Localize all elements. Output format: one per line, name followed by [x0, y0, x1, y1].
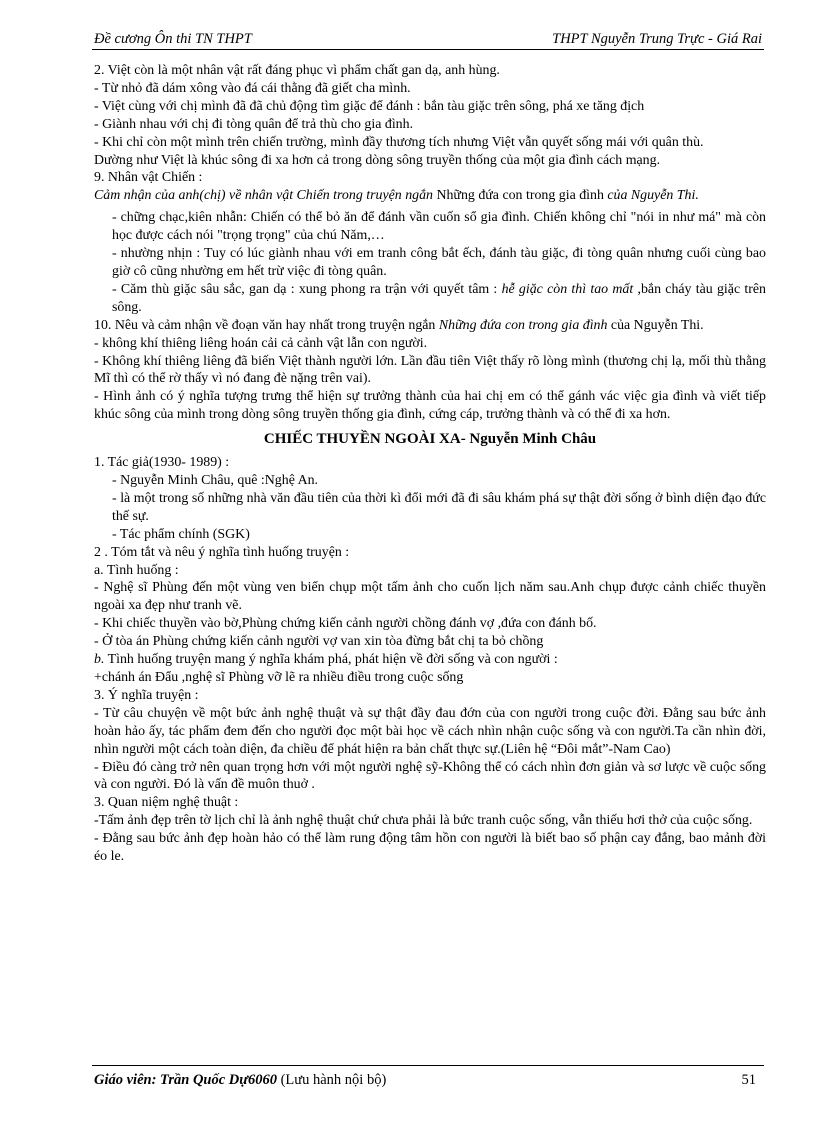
question-italic: Cảm nhận của anh(chị) về nhân vật Chiến trong truyện ngắn [94, 188, 433, 204]
subheading-letter: b. [94, 652, 105, 668]
paragraph: - Nguyễn Minh Châu, quê :Nghệ An. [112, 473, 319, 489]
paragraph: - Ở tòa án Phùng chứng kiến cảnh người vợ van xin tòa đừng bắt chị ta bỏ chồng [94, 634, 544, 650]
paragraph: - Khi chiếc thuyền vào bờ,Phùng chứng kiến cảnh người chồng đánh vợ ,đứa con đánh bố. [94, 616, 597, 632]
paragraph: - Nghệ sĩ Phùng đến một vùng ven biển chụp một tấm ảnh cho cuốn lịch năm sau.Anh chụp được cảnh chiếc thuyền ngoài xa đẹp như tranh vẽ. [94, 580, 766, 614]
paragraph: - Giành nhau với chị đi tòng quân để trả thù cho gia đình. [94, 116, 414, 132]
paragraph [94, 281, 766, 317]
document-body [94, 62, 766, 866]
section-heading [94, 317, 766, 335]
section-heading: 3. Quan niệm nghệ thuật : [94, 795, 239, 811]
paragraph: - Từ câu chuyện về một bức ảnh nghệ thuật và sự thật đầy đau đớn của con người trong cuộc đời. Đằng sau bức ảnh hoàn hảo ấy, tác phẩm đem đến cho người đọc một bài học về cách nhìn nhận cuộc sống và con người.Ta cần nhìn đời, nhìn người một cách toàn diện, đa chiều để phát hiện ra bản chất thực sự.(Liên hệ “Đôi mắt”-Nam Cao) [94, 705, 766, 757]
header-left: Đề cương Ôn thi TN THPT [94, 31, 252, 47]
paragraph: - Đằng sau bức ảnh đẹp hoàn hảo có thể làm rung động tâm hồn con người là biết bao số phận cay đắng, bao mảnh đời éo le. [94, 831, 766, 865]
subheading: a. Tình huống : [94, 562, 179, 578]
paragraph: +chánh án Đẩu ,nghệ sĩ Phùng vỡ lẽ ra nhiều điều trong cuộc sống [94, 670, 464, 685]
text: Tình huống truyện mang ý nghĩa khám phá, phát hiện về đời sống và con người : [104, 652, 558, 668]
paragraph: - Không khí thiêng liêng đã biến Việt thành người lớn. Lần đầu tiên Việt thấy rõ lòng mình (thương chị lạ, mối thù thằng Mĩ thì có thể rờ thấy vì nó đang đè nặng trên vai). [94, 353, 766, 387]
header-right: THPT Nguyễn Trung Trực - Giá Rai [552, 31, 762, 47]
paragraph: - Tác phẩm chính (SGK) [112, 526, 250, 542]
paragraph: 2. Việt còn là một nhân vật rất đáng phục vì phẩm chất gan dạ, anh hùng. [94, 63, 500, 78]
quote: hễ giặc còn thì tao mất [501, 281, 634, 297]
subheading [94, 651, 766, 669]
question-text: Những đứa con trong gia đình [432, 188, 608, 204]
work-title: Những đứa con trong gia đình [438, 317, 608, 333]
paragraph: - nhường nhịn : Tuy có lúc giành nhau với em tranh công bắt ếch, đánh tàu giặc, đi tòng quân nhưng cuối cùng bao giờ cô cũng nhường em hết trừ việc đi tòng quân. [112, 246, 766, 279]
text: ,bắn cháy tàu giặc trên sông. [112, 281, 766, 315]
page-number: 51 [741, 1072, 756, 1088]
distribution-note: (Lưu hành nội bộ) [276, 1072, 387, 1088]
paragraph: - Từ nhỏ đã dám xông vào đá cái thằng đã giết cha mình. [94, 80, 411, 96]
footer-left [94, 1072, 386, 1089]
question-italic-author: của Nguyễn Thi. [607, 188, 699, 204]
section-heading: 9. Nhân vật Chiến : [94, 170, 203, 186]
section-heading: 3. Ý nghĩa truyện : [94, 687, 199, 703]
paragraph: - không khí thiêng liêng hoán cải cả cảnh vật lẫn con người. [94, 335, 428, 351]
paragraph: - Điều đó càng trở nên quan trọng hơn với một người nghệ sỹ-Không thể có cách nhìn đơn giản và sơ lược về cuộc sống và con người. Đó là vấn đề muôn thuở . [94, 759, 766, 793]
paragraph: - Việt cùng với chị mình đã đã chủ động tìm giặc để đánh : bắn tàu giặc trên sông, phá xe tăng địch [94, 98, 645, 114]
chapter-title: CHIẾC THUYỀN NGOÀI XA- Nguyễn Minh Châu [263, 431, 597, 448]
section-heading: 1. Tác giả(1930- 1989) : [94, 455, 230, 471]
text: của Nguyễn Thi. [607, 317, 704, 333]
section-heading: 2 . Tóm tắt và nêu ý nghĩa tình huống truyện : [94, 544, 350, 560]
text: - Căm thù giặc sâu sắc, gan dạ : xung phong ra trận với quyết tâm : [112, 281, 502, 297]
page-header [92, 29, 764, 50]
page-footer [92, 1065, 764, 1090]
paragraph: - chững chạc,kiên nhẫn: Chiến có thể bỏ ăn để đánh vần cuốn sổ gia đình. Chiến không chỉ "nói in như má" mà còn học được cách nói "trọng trọng" của chú Năm,… [112, 210, 766, 244]
teacher-name: Giáo viên: Trần Quốc Dự6060 [94, 1072, 277, 1088]
paragraph: - Hình ảnh có ý nghĩa tượng trưng thể hiện sự trưởng thành của hai chị em có thể gánh vác việc gia đình và viết tiếp khúc sông của mình trong dòng sông truyền thống gia đình, cứng cáp, trưởng thành và có thể đi xa hơn. [94, 389, 766, 423]
paragraph: Dường như Việt là khúc sông đi xa hơn cả trong dòng sông truyền thống của một gia đình cách mạng. [94, 152, 661, 168]
paragraph: - Khi chỉ còn một mình trên chiến trường, mình đầy thương tích nhưng Việt vẫn quyết sống mái với quân thù. [94, 134, 704, 150]
text: 10. Nêu và cảm nhận về đoạn văn hay nhất trong truyện ngắn [94, 317, 439, 333]
question [94, 187, 766, 205]
paragraph: -Tấm ảnh đẹp trên tờ lịch chỉ là ảnh nghệ thuật chứ chưa phải là bức tranh cuộc sống, vẫn thiếu hơi thở của cuộc sống. [94, 813, 753, 829]
paragraph: - là một trong số những nhà văn đầu tiên của thời kì đổi mới đã đi sâu khám phá sự thật đời sống ở bình diện đạo đức thế sự. [112, 490, 766, 524]
